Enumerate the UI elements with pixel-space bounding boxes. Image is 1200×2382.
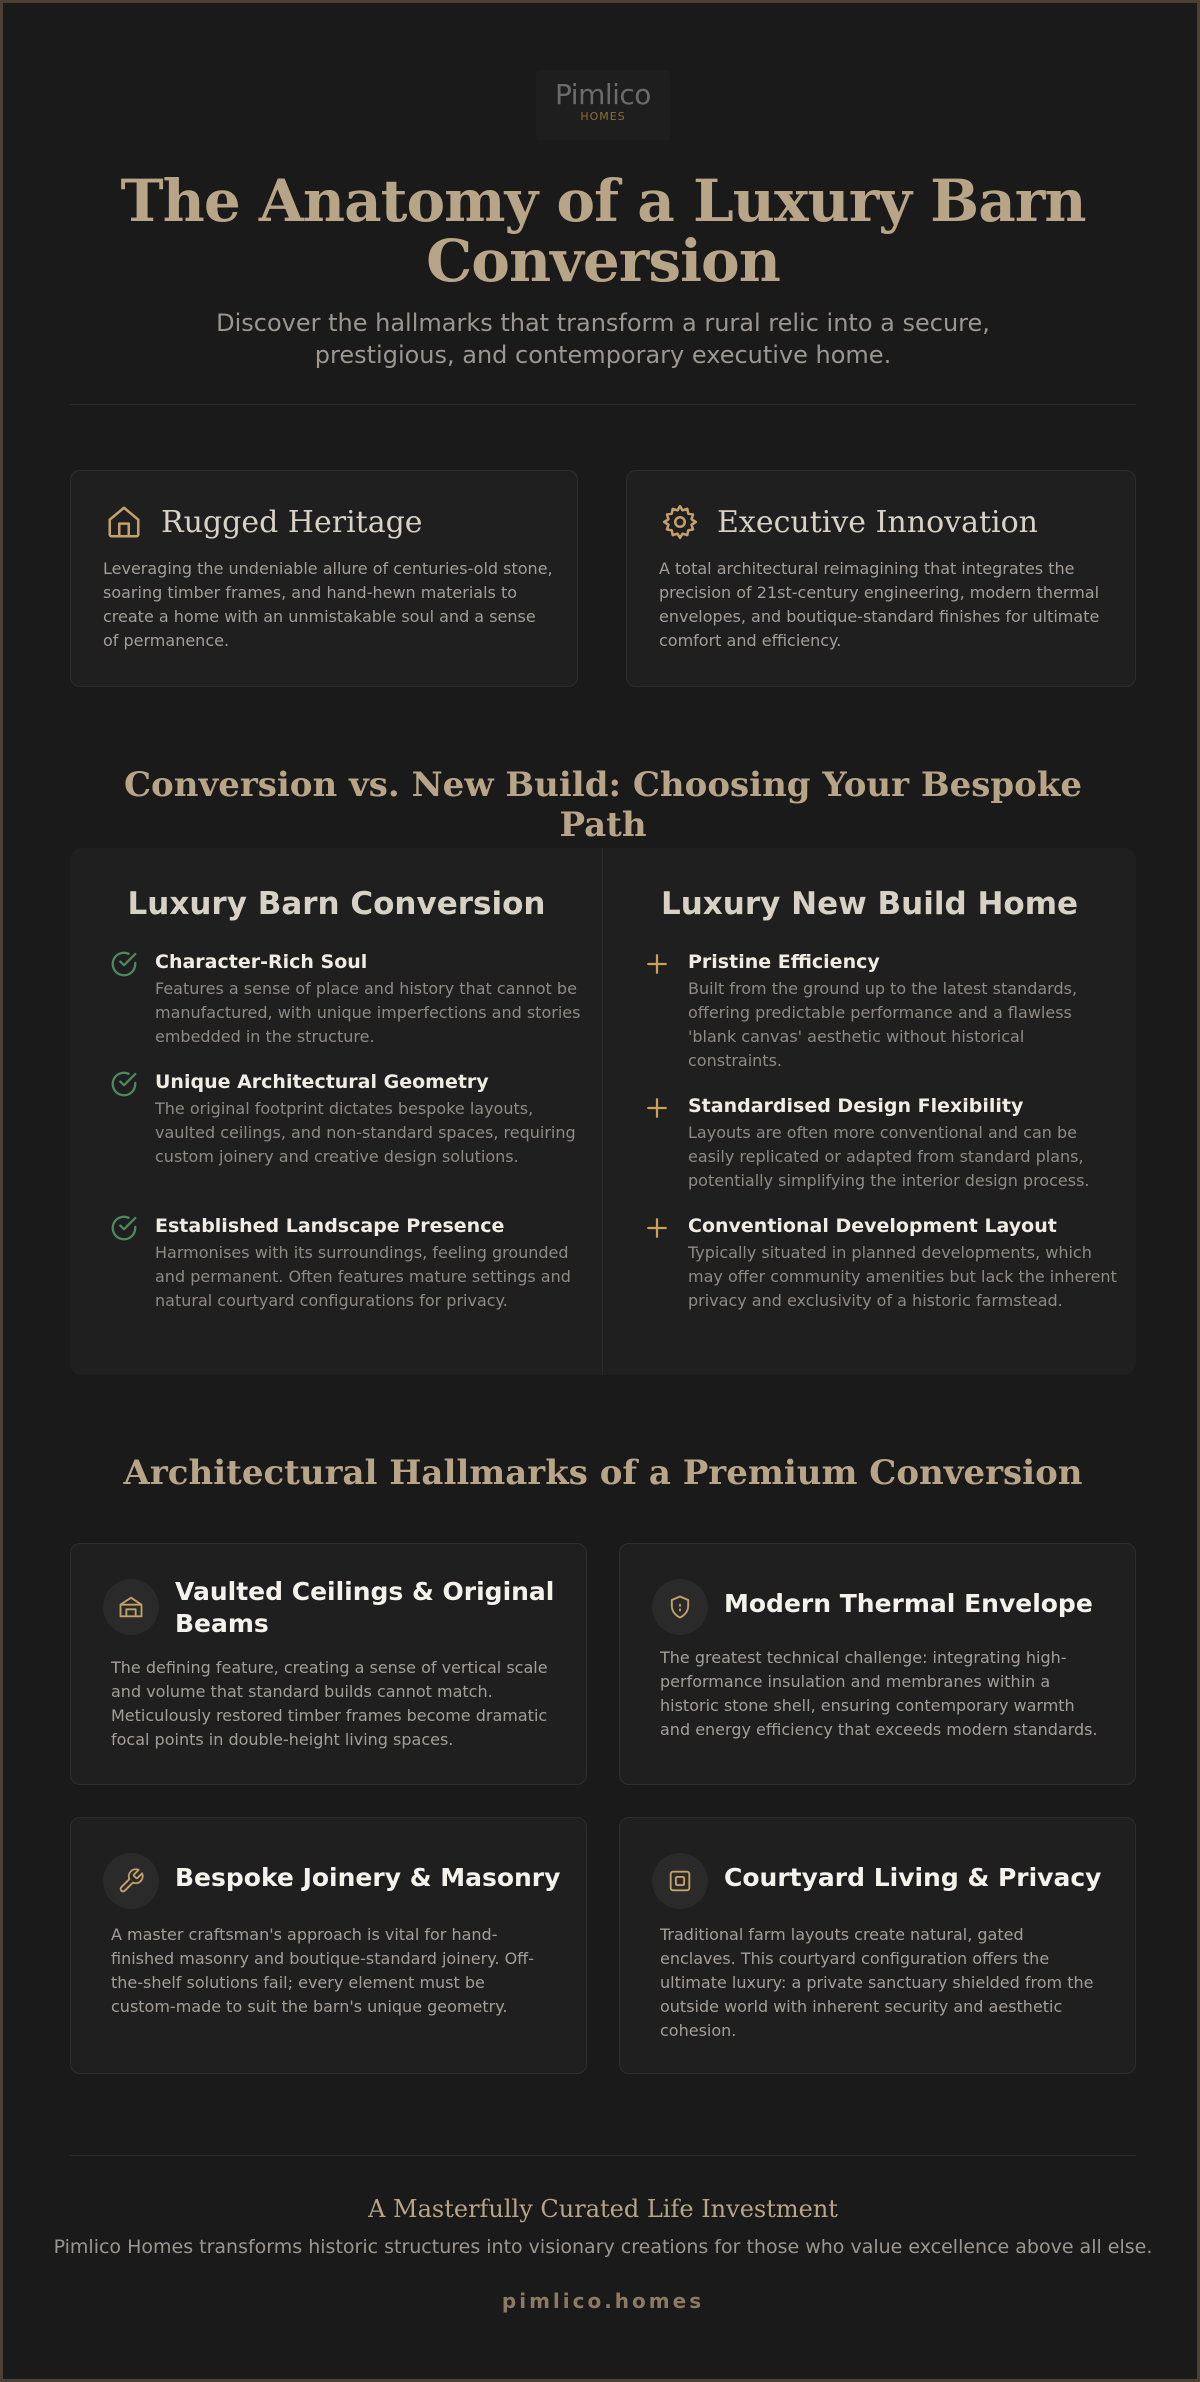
brand-sub: HOMES: [580, 110, 626, 123]
barn-icon: [117, 1593, 145, 1621]
plus-icon: [642, 1213, 672, 1243]
check-circle-icon: [109, 1213, 139, 1243]
item-text: Harmonises with its surroundings, feeling grounded and permanent. Often features mature settings and natural courtyard configurations for privacy.: [155, 1243, 571, 1310]
item-text: Built from the ground up to the latest standards, offering predictable performance and a flawless 'blank canvas' aesthetic without historical constraints.: [688, 979, 1078, 1070]
hallmark-icon-wrap: [652, 1579, 708, 1635]
website-link[interactable]: pimlico.homes: [501, 2289, 705, 2313]
item-text: The original footprint dictates bespoke layouts, vaulted ceilings, and non-standard spaces, requiring custom joinery and creative design solutions.: [155, 1099, 576, 1166]
gear-icon: [661, 503, 699, 541]
item-title: Character-Rich Soul: [155, 951, 368, 973]
hallmark-icon-wrap: [103, 1853, 159, 1909]
conversion-item: [155, 949, 585, 1049]
hallmark-title: Bespoke Joinery & Masonry: [175, 1863, 561, 1892]
brand-name: Pimlico: [555, 78, 651, 111]
newbuild-item: [688, 1093, 1118, 1193]
hallmark-icon-wrap: [652, 1853, 708, 1909]
comparison-panel: [70, 848, 1136, 1375]
hallmark-card-courtyard: [619, 1817, 1136, 2074]
item-text: Layouts are often more conventional and can be easily replicated or adapted from standard plans, potentially simplifying the interior design process.: [688, 1123, 1090, 1190]
conversion-item: [155, 1213, 585, 1313]
hallmark-text: A master craftsman's approach is vital for hand-finished masonry and boutique-standard joinery. Off-the-shelf solutions fail; every element must be custom-made to suit the barn's unique geometry.: [111, 1925, 534, 2016]
intro-text: A total architectural reimagining that integrates the precision of 21st-century engineering, modern thermal envelopes, and boutique-standard finishes for ultimate comfort and efficiency.: [659, 559, 1100, 650]
hallmark-text: Traditional farm layouts create natural, gated enclaves. This courtyard configuration offers the ultimate luxury: a private sanctuary shielded from the outside world with inherent security and aesthetic cohesion.: [660, 1925, 1094, 2040]
hallmark-title: Vaulted Ceilings & Original Beams: [175, 1577, 555, 1638]
column-divider: [602, 848, 603, 1375]
newbuild-item: [688, 949, 1118, 1073]
shield-icon: [666, 1593, 694, 1621]
hallmark-title: Courtyard Living & Privacy: [724, 1863, 1102, 1892]
page-title: The Anatomy of a Luxury Barn Conversion: [120, 167, 1086, 295]
divider: [70, 404, 1136, 405]
divider: [70, 2155, 1136, 2156]
intro-card-heritage: [70, 470, 578, 687]
intro-card-innovation: [626, 470, 1136, 687]
intro-title: Rugged Heritage: [161, 504, 423, 540]
hallmark-card-joinery: [70, 1817, 587, 2074]
comparison-heading: Conversion vs. New Build: Choosing Your Bespoke Path: [123, 765, 1083, 845]
item-title: Standardised Design Flexibility: [688, 1095, 1024, 1117]
intro-text: Leveraging the undeniable allure of centuries-old stone, soaring timber frames, and hand-hewn materials to create a home with an unmistakable soul and a sense of permanence.: [103, 559, 553, 650]
item-title: Unique Architectural Geometry: [155, 1071, 489, 1093]
conversion-item: [155, 1069, 585, 1169]
item-title: Established Landscape Presence: [155, 1215, 505, 1237]
hallmark-card-vaulted: [70, 1543, 587, 1785]
courtyard-icon: [666, 1867, 694, 1895]
hallmark-title: Modern Thermal Envelope: [724, 1589, 1093, 1618]
item-title: Pristine Efficiency: [688, 951, 880, 973]
wrench-icon: [117, 1867, 145, 1895]
plus-icon: [642, 1093, 672, 1123]
item-text: Typically situated in planned developments, which may offer community amenities but lack the inherent privacy and exclusivity of a historic farmstead.: [688, 1243, 1117, 1310]
newbuild-column-title: Luxury New Build Home: [660, 886, 1079, 922]
item-title: Conventional Development Layout: [688, 1215, 1057, 1237]
item-text: Features a sense of place and history that cannot be manufactured, with unique imperfections and stories embedded in the structure.: [155, 979, 581, 1046]
footer-text: Pimlico Homes transforms historic structures into visionary creations for those who value excellence above all else.: [53, 2236, 1153, 2258]
brand-logo[interactable]: [536, 70, 670, 140]
intro-title: Executive Innovation: [717, 504, 1039, 540]
hallmark-card-thermal: [619, 1543, 1136, 1785]
hallmark-text: The defining feature, creating a sense of vertical scale and volume that standard builds cannot match. Meticulously restored timber frames become dramatic focal points in double-height living spaces.: [111, 1658, 548, 1749]
hallmark-text: The greatest technical challenge: integrating high-performance insulation and membranes within a historic stone shell, ensuring contemporary warmth and energy efficiency that exceeds modern standards.: [660, 1648, 1098, 1739]
conversion-column-title: Luxury Barn Conversion: [127, 886, 546, 922]
check-circle-icon: [109, 1069, 139, 1099]
plus-icon: [642, 949, 672, 979]
house-icon: [105, 503, 143, 541]
page-subtitle: Discover the hallmarks that transform a rural relic into a secure, prestigious, and contemporary executive home.: [216, 309, 990, 369]
footer-title: A Masterfully Curated Life Investment: [368, 2195, 838, 2223]
check-circle-icon: [109, 949, 139, 979]
hallmarks-heading: Architectural Hallmarks of a Premium Conversion: [123, 1453, 1083, 1493]
hallmark-icon-wrap: [103, 1579, 159, 1635]
newbuild-item: [688, 1213, 1118, 1313]
